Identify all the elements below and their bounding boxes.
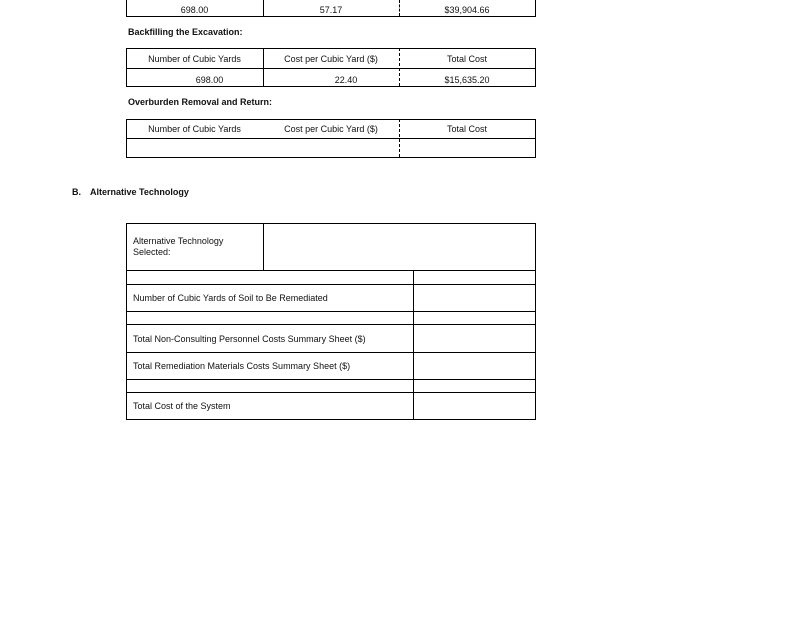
table-row-divider	[126, 379, 536, 380]
column-header: Number of Cubic Yards	[148, 54, 241, 64]
table-border-left	[126, 223, 127, 419]
backfilling-total-cost: $15,635.20	[444, 75, 490, 85]
table-row-divider	[126, 284, 536, 285]
table-row-divider	[126, 311, 536, 312]
table-border-top	[126, 48, 536, 49]
backfilling-heading: Backfilling the Excavation:	[128, 27, 243, 37]
column-header: Number of Cubic Yards	[148, 124, 241, 134]
backfilling-cubic-yards: 698.00	[195, 75, 224, 85]
column-header: Total Cost	[446, 124, 488, 134]
overburden-heading: Overburden Removal and Return:	[128, 97, 273, 107]
excavation-cost-per-yard: 57.17	[319, 5, 343, 15]
table-row-divider	[126, 352, 536, 353]
table-divider	[413, 270, 414, 419]
excavation-cubic-yards: 698.00	[180, 5, 209, 15]
selected-label-line2: Selected:	[133, 247, 171, 257]
table-row-divider	[126, 324, 536, 325]
table-border-top	[126, 223, 536, 224]
table-border-bottom	[126, 16, 536, 17]
section-letter: B.	[72, 187, 81, 197]
backfilling-cost-per-yard: 22.40	[334, 75, 358, 85]
row-label-materials-costs: Total Remediation Materials Costs Summary Sheet ($)	[133, 361, 351, 371]
table-divider	[263, 223, 264, 270]
row-label-cubic-yards: Number of Cubic Yards of Soil to Be Remediated	[133, 293, 328, 303]
table-border-right	[535, 223, 536, 419]
table-border-bottom	[126, 157, 536, 158]
table-border-bottom	[126, 419, 536, 420]
column-header: Cost per Cubic Yard ($)	[284, 124, 378, 134]
row-label-total-cost: Total Cost of the System	[133, 401, 231, 411]
excavation-total-cost: $39,904.66	[444, 5, 490, 15]
row-label-personnel-costs: Total Non-Consulting Personnel Costs Summary Sheet ($)	[133, 334, 366, 344]
section-title: Alternative Technology	[90, 187, 189, 197]
table-row-divider	[126, 68, 536, 69]
table-border-right	[535, 0, 536, 16]
table-row-divider	[126, 270, 536, 271]
table-row-divider	[126, 138, 536, 139]
table-border-right	[535, 119, 536, 157]
table-border-top	[126, 119, 536, 120]
column-header: Cost per Cubic Yard ($)	[284, 54, 378, 64]
table-row-divider	[126, 392, 536, 393]
column-header: Total Cost	[446, 54, 488, 64]
selected-label-line1: Alternative Technology	[133, 236, 224, 246]
table-border-right	[535, 48, 536, 86]
table-border-bottom	[126, 86, 536, 87]
